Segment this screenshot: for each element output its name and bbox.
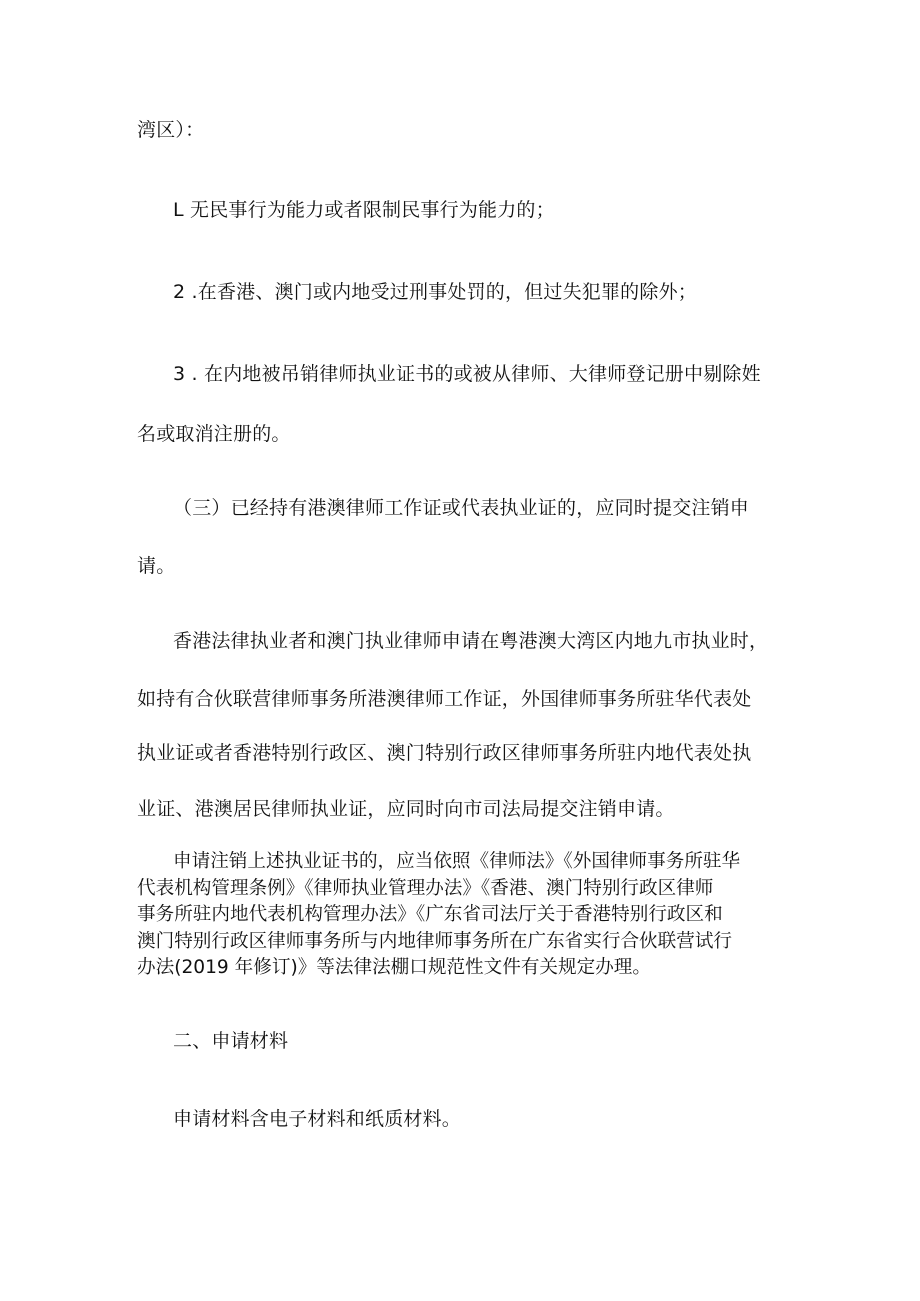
legal-basis-line: 申请注销上述执业证书的，应当依照《律师法》《外国律师事务所驻华	[173, 851, 741, 872]
paragraph-three-line-2: 请。	[137, 555, 176, 577]
legal-basis-line: 代表机构管理条例》《律师执业管理办法》《香港、澳门特别行政区律师	[137, 877, 714, 899]
list-item-3: 3 . 在内地被吊销律师执业证书的或被从律师、大律师登记册中剔除姓	[173, 363, 761, 385]
legal-basis-line: 办法(2019 年修订)》等法律法棚口规范性文件有关规定办理。	[137, 957, 651, 979]
cancellation-legal-basis-paragraph	[137, 849, 797, 982]
legal-basis-line: 澳门特别行政区律师事务所与内地律师事务所在广东省实行合伙联营试行	[137, 930, 733, 952]
paragraph-hk-macau-line-1: 香港法律执业者和澳门执业律师申请在粤港澳大湾区内地九市执业时，	[173, 630, 769, 652]
paragraph-hk-macau-line-3: 执业证或者香港特别行政区、澳门特别行政区律师事务所驻内地代表处执	[137, 742, 752, 764]
list-item-3-continued: 名或取消注册的。	[137, 423, 291, 445]
legal-basis-line: 事务所驻内地代表机构管理办法》《广东省司法厅关于香港特别行政区和	[137, 904, 723, 926]
section-heading-application-materials: 二、申请材料	[173, 1030, 289, 1052]
paragraph-hk-macau-line-4: 业证、港澳居民律师执业证，应同时向市司法局提交注销申请。	[137, 798, 675, 820]
paragraph-hk-macau-line-2: 如持有合伙联营律师事务所港澳律师工作证，外国律师事务所驻华代表处	[137, 688, 752, 710]
paragraph-three-line-1: （三）已经持有港澳律师工作证或代表执业证的，应同时提交注销申	[173, 497, 750, 519]
application-materials-description: 申请材料含电子材料和纸质材料。	[173, 1108, 462, 1130]
list-item-2: 2 .在香港、澳门或内地受过刑事处罚的，但过失犯罪的除外；	[173, 281, 697, 303]
list-item-1: L 无民事行为能力或者限制民事行为能力的；	[173, 199, 555, 221]
text-line-bay-area-end: 湾区）：	[137, 119, 205, 141]
